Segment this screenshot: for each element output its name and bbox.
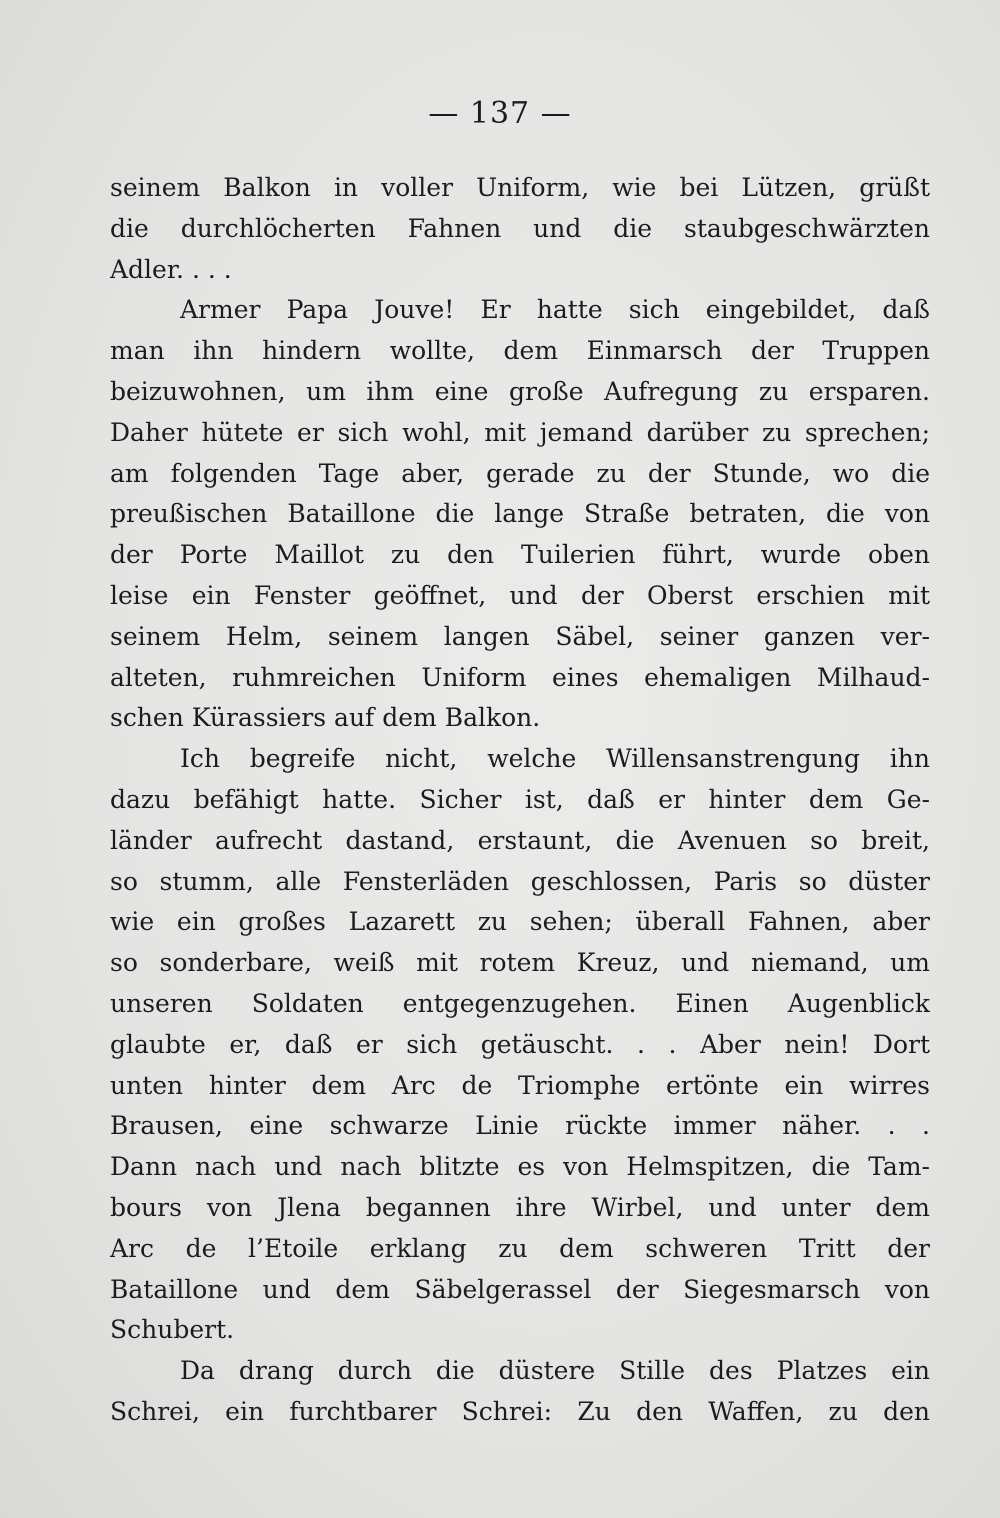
text-line: seinem Balkon in voller Uniform, wie bei Lützen, grüßt (110, 173, 930, 202)
text-line: glaubte er, daß er sich getäuscht. . . Aber nein! Dort (110, 1029, 930, 1059)
text-line: Ich begreife nicht, welche Willensanstrengung ihn (180, 744, 930, 774)
text-line: leise ein Fenster geöffnet, und der Oberst erschien mit (110, 580, 930, 610)
text-line: man ihn hindern wollte, dem Einmarsch der Truppen (110, 336, 930, 366)
text-line: Da drang durch die düstere Stille des Platzes ein (180, 1356, 930, 1386)
text-line: Daher hütete er sich wohl, mit jemand darüber zu sprechen; (110, 417, 930, 447)
text-line: Brausen, eine schwarze Linie rückte immer näher. . . (110, 1111, 930, 1141)
body-text (110, 168, 930, 1433)
text-line: der Porte Maillot zu den Tuilerien führt, wurde oben (110, 540, 930, 570)
text-line: Schrei, ein furchtbarer Schrei: Zu den Waffen, zu den (110, 1396, 930, 1426)
text-line: seinem Helm, seinem langen Säbel, seiner ganzen ver- (110, 621, 930, 651)
page-number: — 137 — (428, 96, 572, 131)
text-line: Bataillone und dem Säbelgerassel der Siegesmarsch von (110, 1274, 930, 1304)
text-line: unseren Soldaten entgegenzugehen. Einen Augenblick (110, 988, 930, 1018)
text-line: Armer Papa Jouve! Er hatte sich eingebildet, daß (180, 295, 930, 325)
text-line: beizuwohnen, um ihm eine große Aufregung zu ersparen. (110, 376, 930, 406)
text-line: dazu befähigt hatte. Sicher ist, daß er hinter dem Ge- (110, 784, 930, 814)
text-line: Arc de l’Etoile erklang zu dem schweren Tritt der (110, 1233, 930, 1263)
text-line: alteten, ruhmreichen Uniform eines ehemaligen Milhaud- (110, 662, 930, 692)
text-line: Adler. . . . (110, 254, 232, 284)
text-line: länder aufrecht dastand, erstaunt, die Avenuen so breit, (110, 825, 930, 855)
text-line: unten hinter dem Arc de Triomphe ertönte ein wirres (110, 1070, 930, 1100)
text-line: Dann nach und nach blitzte es von Helmspitzen, die Tam- (110, 1152, 930, 1182)
text-line: am folgenden Tage aber, gerade zu der Stunde, wo die (110, 458, 930, 488)
text-line: bours von Jlena begannen ihre Wirbel, und unter dem (110, 1192, 930, 1222)
text-line: schen Kürassiers auf dem Balkon. (110, 703, 541, 733)
text-line: so sonderbare, weiß mit rotem Kreuz, und niemand, um (110, 948, 930, 978)
text-line: die durchlöcherten Fahnen und die staubgeschwärzten (110, 213, 930, 243)
text-line: preußischen Bataillone die lange Straße betraten, die von (110, 499, 930, 529)
text-line: so stumm, alle Fensterläden geschlossen, Paris so düster (110, 866, 930, 896)
text-line: Schubert. (110, 1315, 235, 1345)
text-line: wie ein großes Lazarett zu sehen; überall Fahnen, aber (110, 907, 930, 937)
